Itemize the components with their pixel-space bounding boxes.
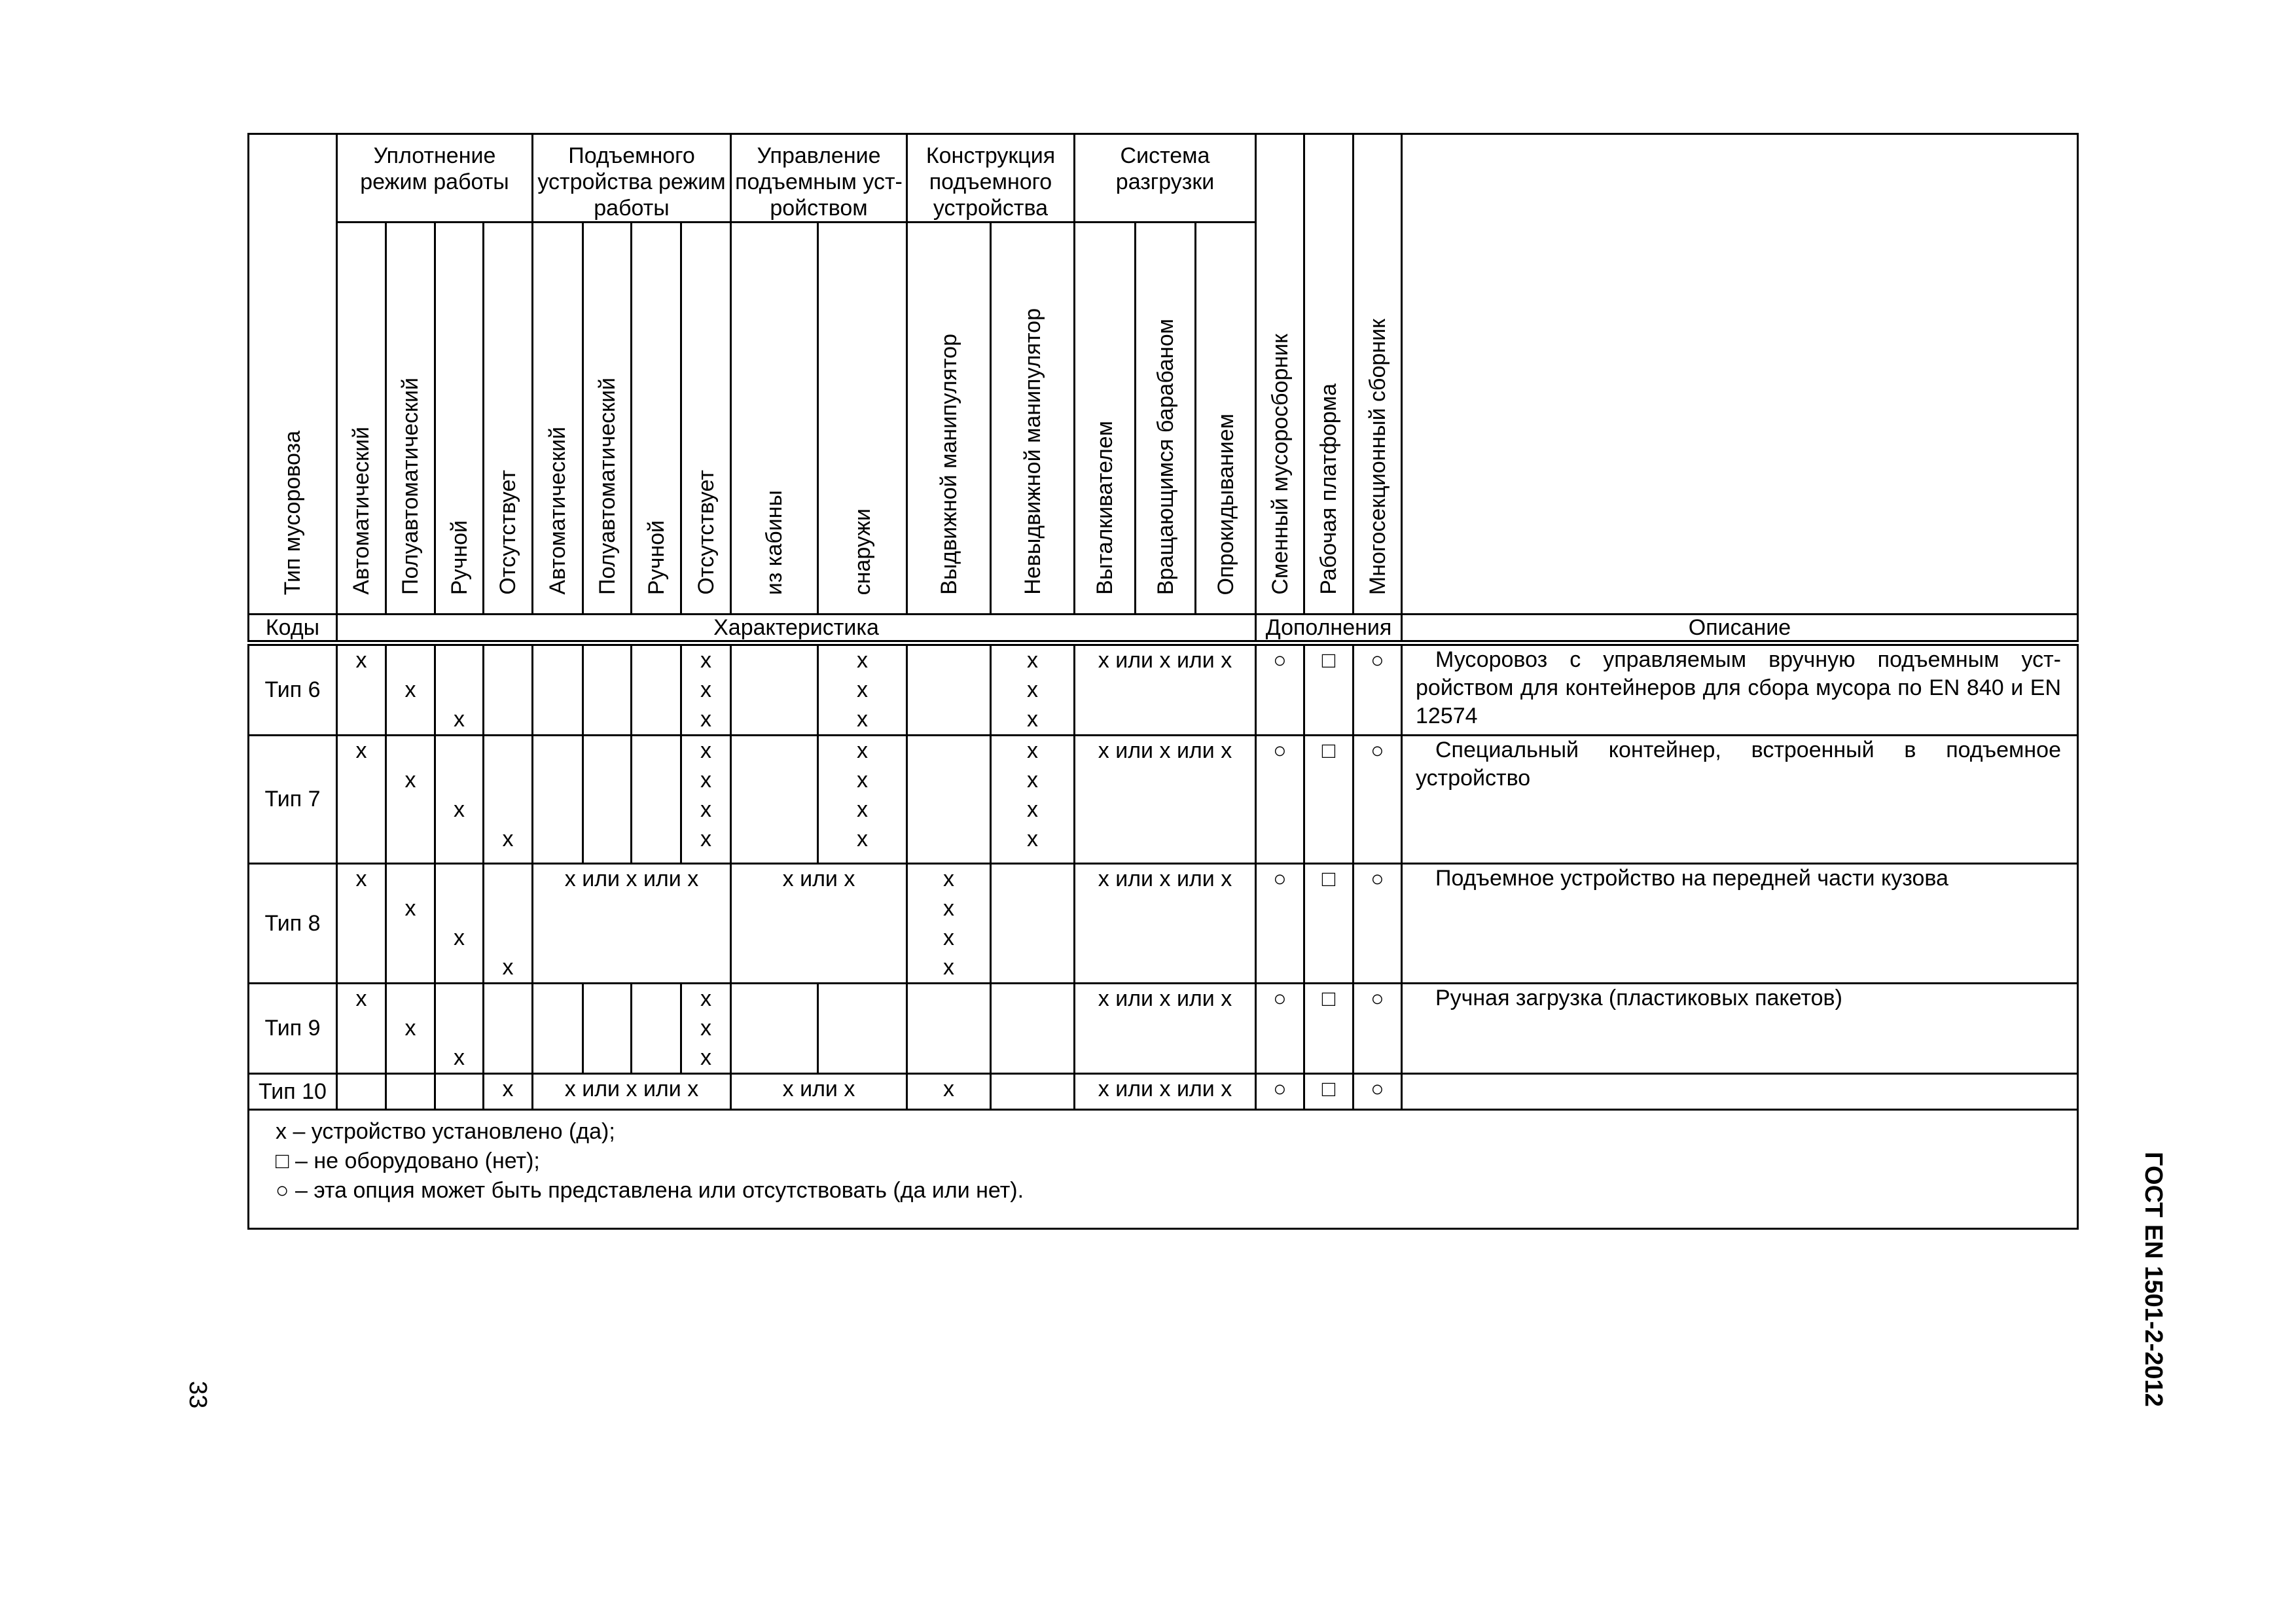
mark: x <box>857 707 868 732</box>
mark: x <box>1027 797 1038 822</box>
mark: x <box>355 866 367 891</box>
mark: x <box>857 677 868 702</box>
mark: x <box>943 955 954 980</box>
mark: x <box>502 1077 514 1101</box>
sub-header: Автоматический <box>337 223 386 615</box>
row-description: Подъемное устройство на передней части кузова <box>1435 866 1948 891</box>
mark: x <box>355 986 367 1011</box>
mark: □ <box>1321 866 1336 891</box>
mark: ○ <box>1371 738 1384 763</box>
sub-header: Полуавтоматический <box>583 223 632 615</box>
codes-label: Коды <box>249 615 337 643</box>
mark: ○ <box>1273 1077 1287 1101</box>
mark: x <box>700 738 711 763</box>
page-number: 33 <box>184 1381 211 1409</box>
unloading-group-header: Система разгрузки <box>1075 134 1256 223</box>
mark: ○ <box>1371 1077 1384 1101</box>
lifting-mode-options: x или x или x <box>564 1077 699 1101</box>
sub-header: Выталкивателем <box>1075 223 1136 615</box>
mark: ○ <box>1371 866 1384 891</box>
mark: ○ <box>1273 866 1287 891</box>
table-row <box>249 643 2078 736</box>
mark: □ <box>1321 986 1336 1011</box>
sub-header: Невыдвижной манипулятор <box>991 223 1075 615</box>
mark: □ <box>1321 738 1336 763</box>
mark: x <box>404 768 416 793</box>
mark: x <box>355 738 367 763</box>
mark: x <box>1027 677 1038 702</box>
mark: ○ <box>1371 648 1384 673</box>
mark: x <box>700 768 711 793</box>
type-code: Тип 7 <box>249 736 337 864</box>
mark: x <box>404 896 416 921</box>
table-row <box>249 864 2078 984</box>
type-code: Тип 9 <box>249 984 337 1074</box>
mark: x <box>700 1045 711 1070</box>
lifting-control-options: x или x <box>782 1077 855 1101</box>
mark: x <box>943 1077 954 1101</box>
sub-header: Отсутствует <box>681 223 731 615</box>
type-code: Тип 10 <box>249 1074 337 1110</box>
mark: x <box>1027 738 1038 763</box>
mark: ○ <box>1273 738 1287 763</box>
unloading-options: x или x или x <box>1098 866 1232 891</box>
mark: □ <box>1321 648 1336 673</box>
sub-header: снаружи <box>818 223 907 615</box>
mark: x <box>700 1016 711 1041</box>
mark: □ <box>1321 1077 1336 1101</box>
mark: x <box>857 738 868 763</box>
lifting-mode-group-header: Подъемного устройства режим работы <box>533 134 731 223</box>
mark: x <box>700 986 711 1011</box>
mark: x <box>1027 827 1038 851</box>
mark: x <box>454 707 465 732</box>
mark: x <box>857 648 868 673</box>
table-row <box>249 984 2078 1074</box>
unloading-options: x или x или x <box>1098 648 1232 673</box>
sub-header: Автоматический <box>533 223 583 615</box>
compaction-group-header: Уплотнение режим работы <box>337 134 533 223</box>
mark: x <box>404 677 416 702</box>
table-row <box>249 736 2078 864</box>
lifting-design-group-header: Конструкция подъемного устройства <box>907 134 1075 223</box>
mark: x <box>1027 707 1038 732</box>
unloading-options: x или x или x <box>1098 1077 1232 1101</box>
type-code: Тип 8 <box>249 864 337 984</box>
mark: x <box>502 955 514 980</box>
mark: ○ <box>1273 648 1287 673</box>
mark: x <box>943 866 954 891</box>
mark: x <box>700 827 711 851</box>
sub-header: Отсутствует <box>484 223 533 615</box>
mark: x <box>1027 768 1038 793</box>
legend-item: ○ – эта опция может быть представлена или отсутствовать (да или нет). <box>276 1178 1024 1203</box>
mark: x <box>857 827 868 851</box>
type-code: Тип 6 <box>249 643 337 736</box>
legend-item: □ – не оборудовано (нет); <box>276 1149 540 1173</box>
description-header-blank <box>1402 134 2078 615</box>
mark: x <box>502 827 514 851</box>
vehicle-types-table <box>247 133 2079 1230</box>
mark: x <box>1027 648 1038 673</box>
platform-header: Рабочая платформа <box>1304 134 1354 615</box>
description-label: Описание <box>1402 615 2078 643</box>
sub-header: Ручной <box>435 223 484 615</box>
sub-header: Опрокидыванием <box>1196 223 1256 615</box>
mark: x <box>943 925 954 950</box>
characteristic-label: Характеристика <box>337 615 1256 643</box>
table-row <box>249 1074 2078 1110</box>
legend-item: х – устройство установлено (да); <box>276 1119 615 1144</box>
row-description: Ручная загрузка (пластиковых пакетов) <box>1435 986 1842 1010</box>
lifting-control-options: x или x <box>782 866 855 891</box>
mark: ○ <box>1371 986 1384 1011</box>
exchangeable-header: Сменный мусоросборник <box>1256 134 1304 615</box>
mark: x <box>857 768 868 793</box>
mark: x <box>700 648 711 673</box>
sub-header: Выдвижной манипулятор <box>907 223 991 615</box>
lifting-control-group-header: Управление подъемным устройством <box>731 134 907 223</box>
sub-header: из кабины <box>731 223 818 615</box>
mark: ○ <box>1273 986 1287 1011</box>
mark: x <box>700 707 711 732</box>
sub-header: Полуавтоматический <box>386 223 435 615</box>
mark: x <box>700 797 711 822</box>
mark: x <box>943 896 954 921</box>
mark: x <box>404 1016 416 1041</box>
legend <box>249 1110 2078 1229</box>
multi-section-header: Многосекционный сборник <box>1354 134 1402 615</box>
mark: x <box>454 797 465 822</box>
row-description: Мусоровоз с управляемым вручную подъемным устройством для контейнеров для сбора мусора по EN 840 и EN 12574 <box>1416 647 2061 728</box>
sub-header: Ручной <box>632 223 681 615</box>
mark: x <box>454 925 465 950</box>
document-id: ГОСТ EN 1501-2-2012 <box>2140 1152 2167 1407</box>
sub-header: Вращающимся барабаном <box>1136 223 1196 615</box>
unloading-options: x или x или x <box>1098 986 1232 1011</box>
vehicle-type-header: Тип мусоровоза <box>249 134 337 615</box>
mark: x <box>857 797 868 822</box>
mark: x <box>355 648 367 673</box>
lifting-mode-options: x или x или x <box>564 866 699 891</box>
unloading-options: x или x или x <box>1098 738 1232 763</box>
row-description: Специальный контейнер, встроенный в подъемное устройство <box>1416 738 2061 791</box>
additions-label: Дополнения <box>1256 615 1402 643</box>
mark: x <box>454 1045 465 1070</box>
mark: x <box>700 677 711 702</box>
